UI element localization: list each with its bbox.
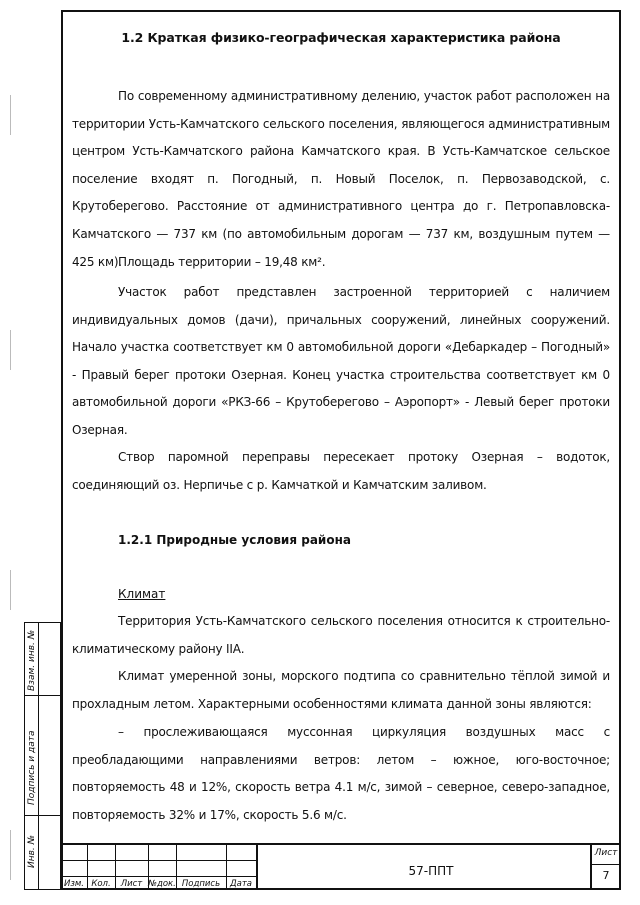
margin-stamp [24, 622, 61, 890]
header-doc-number: №док. [148, 879, 176, 889]
stamp-inventory-label: Инв. № [27, 834, 37, 868]
margin-mark [10, 830, 12, 880]
paragraph-climate-region: Территория Усть-Камчатского сельского поселения относится к строительно-климатическому району IIА. [72, 614, 610, 656]
paragraph-ferry: Створ паромной переправы пересекает протоку Озерная – водоток, соединяющий оз. Нерпичье с р. Камчаткой и Камчатским заливом. [72, 450, 610, 492]
paragraph-site: Участок работ представлен застроенной территорией с наличием индивидуальных домов (дачи), причальных сооружений, линейных сооружений. Начало участка соответствует км 0 автомобильной дороги «Дебаркадер – Погодный» - Правый берег протоки Озерная. Конец участка строительства соответствует км 0 автомобильной дороги «РКЗ-66 – Крутоберегово – Аэропорт» - Левый берег протоки Озерная. [72, 285, 610, 437]
subsection-title: 1.2.1 Природные условия района [118, 533, 351, 547]
climate-subheading: Климат [118, 587, 166, 601]
paragraph-area: Площадь территории – 19,48 км². [118, 255, 326, 269]
margin-mark [10, 330, 12, 370]
title-block [61, 843, 621, 890]
header-quantity: Кол. [91, 879, 111, 889]
title-block-line [591, 864, 621, 865]
margin-mark [10, 95, 12, 135]
header-date: Дата [229, 879, 252, 889]
margin-mark [10, 570, 12, 610]
document-code: 57-ППТ [408, 864, 454, 878]
header-sheet: Лист [120, 879, 143, 889]
sheet-label: Лист [594, 848, 618, 858]
header-signature: Подпись [181, 879, 221, 889]
sheet-number: 7 [602, 869, 610, 882]
paragraph-location: По современному административному делению, участок работ расположен на территории Усть-Камчатского сельского поселения, являющегося административным центром Усть-Камчатского района Камчатского края. В Усть-Камчатское сельское поселение входят п. Погодный, п. Новый Поселок, п. Первозаводской, с. Крутоберегово. Расстояние от административного центра до г. Петропавловска-Камчатского — 737 км (по автомобильным дорогам — 737 км, воздушным путем — 425 км). [72, 89, 610, 269]
stamp-signature-label: Подпись и дата [27, 730, 37, 805]
stamp-replacement-label: Взам. инв. № [27, 629, 37, 691]
paragraph-climate-zone: Климат умеренной зоны, морского подтипа со сравнительно тёплой зимой и прохладным летом. Характерными особенностями климата данной зоны являются: [72, 669, 610, 711]
paragraph-monsoon: – прослеживающаяся муссонная циркуляция воздушных масс с преобладающими направлениями ветров: летом – южное, юго-восточное; повторяемость 48 и 12%, скорость ветра 4.1 м/с, зимой – северное, северо-западное, повторяемость 32% и 17%, скорость 5.6 м/с. [72, 725, 610, 822]
title-block-divider [256, 845, 258, 890]
section-title: 1.2 Краткая физико-географическая характеристика района [121, 30, 561, 45]
header-revision: Изм. [64, 879, 84, 889]
